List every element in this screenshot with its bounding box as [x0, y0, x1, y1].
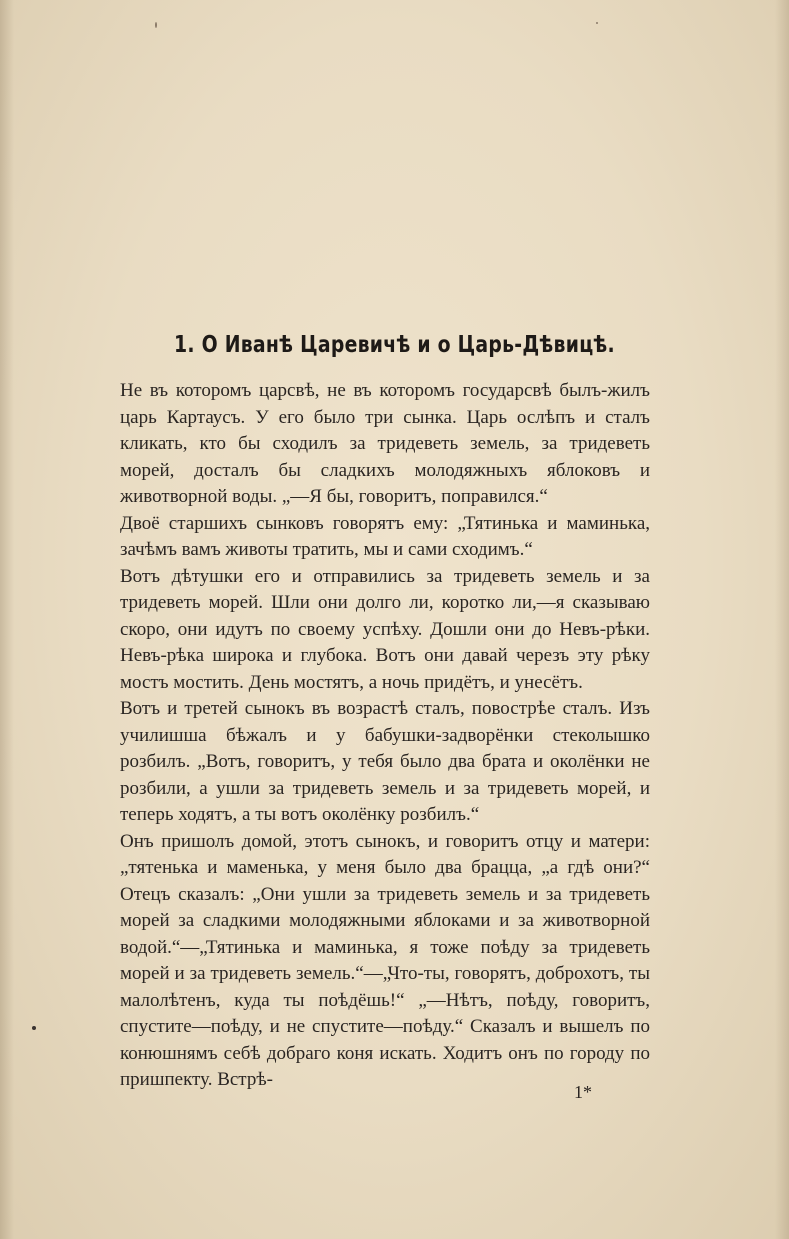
ink-speck: [596, 22, 598, 24]
paragraph: Не въ которомъ царсвѣ, не въ которомъ государсвѣ былъ-жилъ царь Картаусъ. У его было три сынка. Царь ослѣпъ и сталъ кликать, кто бы сходилъ за тридеветь земель, за тридеветь морей, досталъ бы сладкихъ молодяжныхъ яблоковъ и животворной воды. „—Я бы, говоритъ, поправился.“: [120, 380, 650, 507]
ink-speck: [32, 1026, 36, 1030]
chapter-title: 1. О Иванѣ Царевичѣ и о Царь-Дѣвицѣ.: [174, 332, 615, 358]
page-number: 1*: [574, 1082, 592, 1102]
body-text: [120, 378, 650, 1094]
page-edge-shadow-left: [0, 0, 14, 1239]
paragraph: Вотъ и третей сынокъ въ возрастѣ сталъ, повострѣе сталъ. Изъ училишша бѣжалъ и у бабушки-задворёнки стеколышко розбилъ. „Вотъ, говоритъ, у тебя было два брата и околёнки не розбили, а ушли за тридеветь земель и за тридеветь морей, и теперь ходятъ, а ты вотъ околёнку розбилъ.“: [120, 698, 650, 825]
paragraph: Вотъ дѣтушки его и отправились за тридеветь земель и за тридеветь морей. Шли они долго ли, коротко ли,—я сказываю скоро, они идутъ по своему успѣху. Дошли они до Невъ-рѣки. Невъ-рѣка широка и глубока. Вотъ они давай черезъ эту рѣку мостъ мостить. День мостятъ, а ночь придётъ, и унесётъ.: [120, 565, 650, 693]
page-edge-shadow-right: [775, 0, 789, 1239]
ink-speck: [155, 22, 157, 28]
paragraph: Двоё старшихъ сынковъ говорятъ ему: „Тятинька и маминька, зачѣмъ вамъ животы тратить, мы и сами сходимъ.“: [120, 512, 650, 560]
paragraph: Онъ пришолъ домой, этотъ сынокъ, и говоритъ отцу и матери: „тятенька и маменька, у меня было два брацца, „а гдѣ они?“ Отецъ сказалъ: „Они ушли за тридеветь земель и за тридеветь морей за сладкими молодяжными яблоками и за животворной водой.“—„Тятинька и маминька, я тоже поѣду за тридеветь морей и за тридеветь земель.“—„Что-ты, говорятъ, доброхотъ, ты малолѣтенъ, куда ты поѣдёшь!“ „—Нѣтъ, поѣду, говоритъ, спустите—поѣду, и не спустите—поѣду.“ Сказалъ и вышелъ по конюшнямъ себѣ добраго коня искать. Ходитъ онъ по городу по пришпекту. Встрѣ-: [120, 830, 650, 1090]
